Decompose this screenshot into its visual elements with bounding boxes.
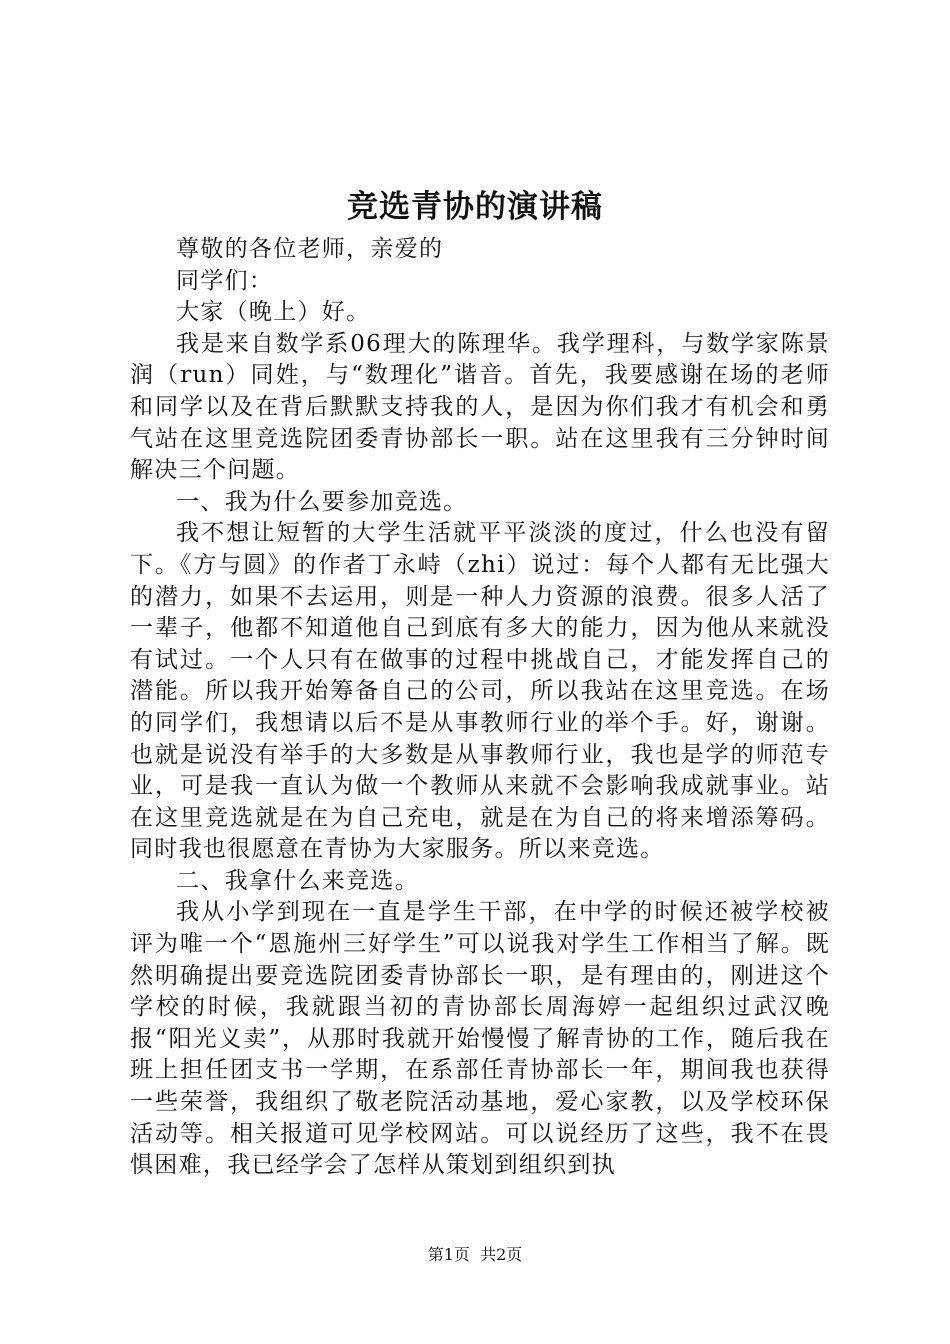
greeting-line-2: 同学们： xyxy=(176,267,274,294)
page-number: 第1页 xyxy=(427,1245,470,1264)
page-total: 共2页 xyxy=(480,1245,523,1264)
section-heading-2: 二、我拿什么来竞选。 xyxy=(176,867,419,894)
greeting-line-3: 大家（晚上）好。 xyxy=(176,299,371,326)
section-1-paragraph: 我不想让短暂的大学生活就平平淡淡的度过，什么也没有留下。《方与圆》的作者丁永峙（zhi）说过：每个人都有无比强大的潜力，如果不去运用，则是一种人力资源的浪费。很多人活了一辈子，他都不知道他自己到底有多大的能力，因为他从来就没有试过。一个人只有在做事的过程中挑战自己，才能发挥自己的潜能。所以我开始筹备自己的公司，所以我站在这里竞选。在场的同学们，我想请以后不是从事教师行业的举个手。好，谢谢。也就是说没有举手的大多数是从事教师行业，我也是学的师范专业，可是我一直认为做一个教师从来就不会影响我成就事业。站在这里竞选就是在为自己充电，就是在为自己的将来增添筹码。同时我也很愿意在青协为大家服务。所以来竞选。 xyxy=(130,520,830,863)
section-2-paragraph: 我从小学到现在一直是学生干部，在中学的时候还被学校被评为唯一个“恩施州三好学生”可以说我对学生工作相当了解。既然明确提出要竞选院团委青协部长一职，是有理由的，刚进这个学校的时候，我就跟当初的青协部长周海婷一起组织过武汉晚报“阳光义卖”，从那时我就开始慢慢了解青协的工作，随后我在班上担任团支书一学期，在系部任青协部长一年，期间我也获得一些荣誉，我组织了敬老院活动基地，爱心家教，以及学校环保活动等。相关报道可见学校网站。可以说经历了这些，我不在畏惧困难，我已经学会了怎样从策划到组织到执 xyxy=(130,899,830,1179)
intro-paragraph: 我是来自数学系06理大的陈理华。我学理科，与数学家陈景润（run）同姓，与“数理化”谐音。首先，我要感谢在场的老师和同学以及在背后默默支持我的人，是因为你们我才有机会和勇气站在这里竞选院团委青协部长一职。站在这里我有三分钟时间解决三个问题。 xyxy=(130,330,830,484)
greeting-line-1: 尊敬的各位老师，亲爱的 xyxy=(176,236,444,262)
section-heading-1: 一、我为什么要参加竞选。 xyxy=(176,488,468,515)
document-title: 竞选青协的演讲稿 xyxy=(347,189,603,225)
document-body xyxy=(130,234,830,1182)
page-footer xyxy=(0,1244,950,1266)
